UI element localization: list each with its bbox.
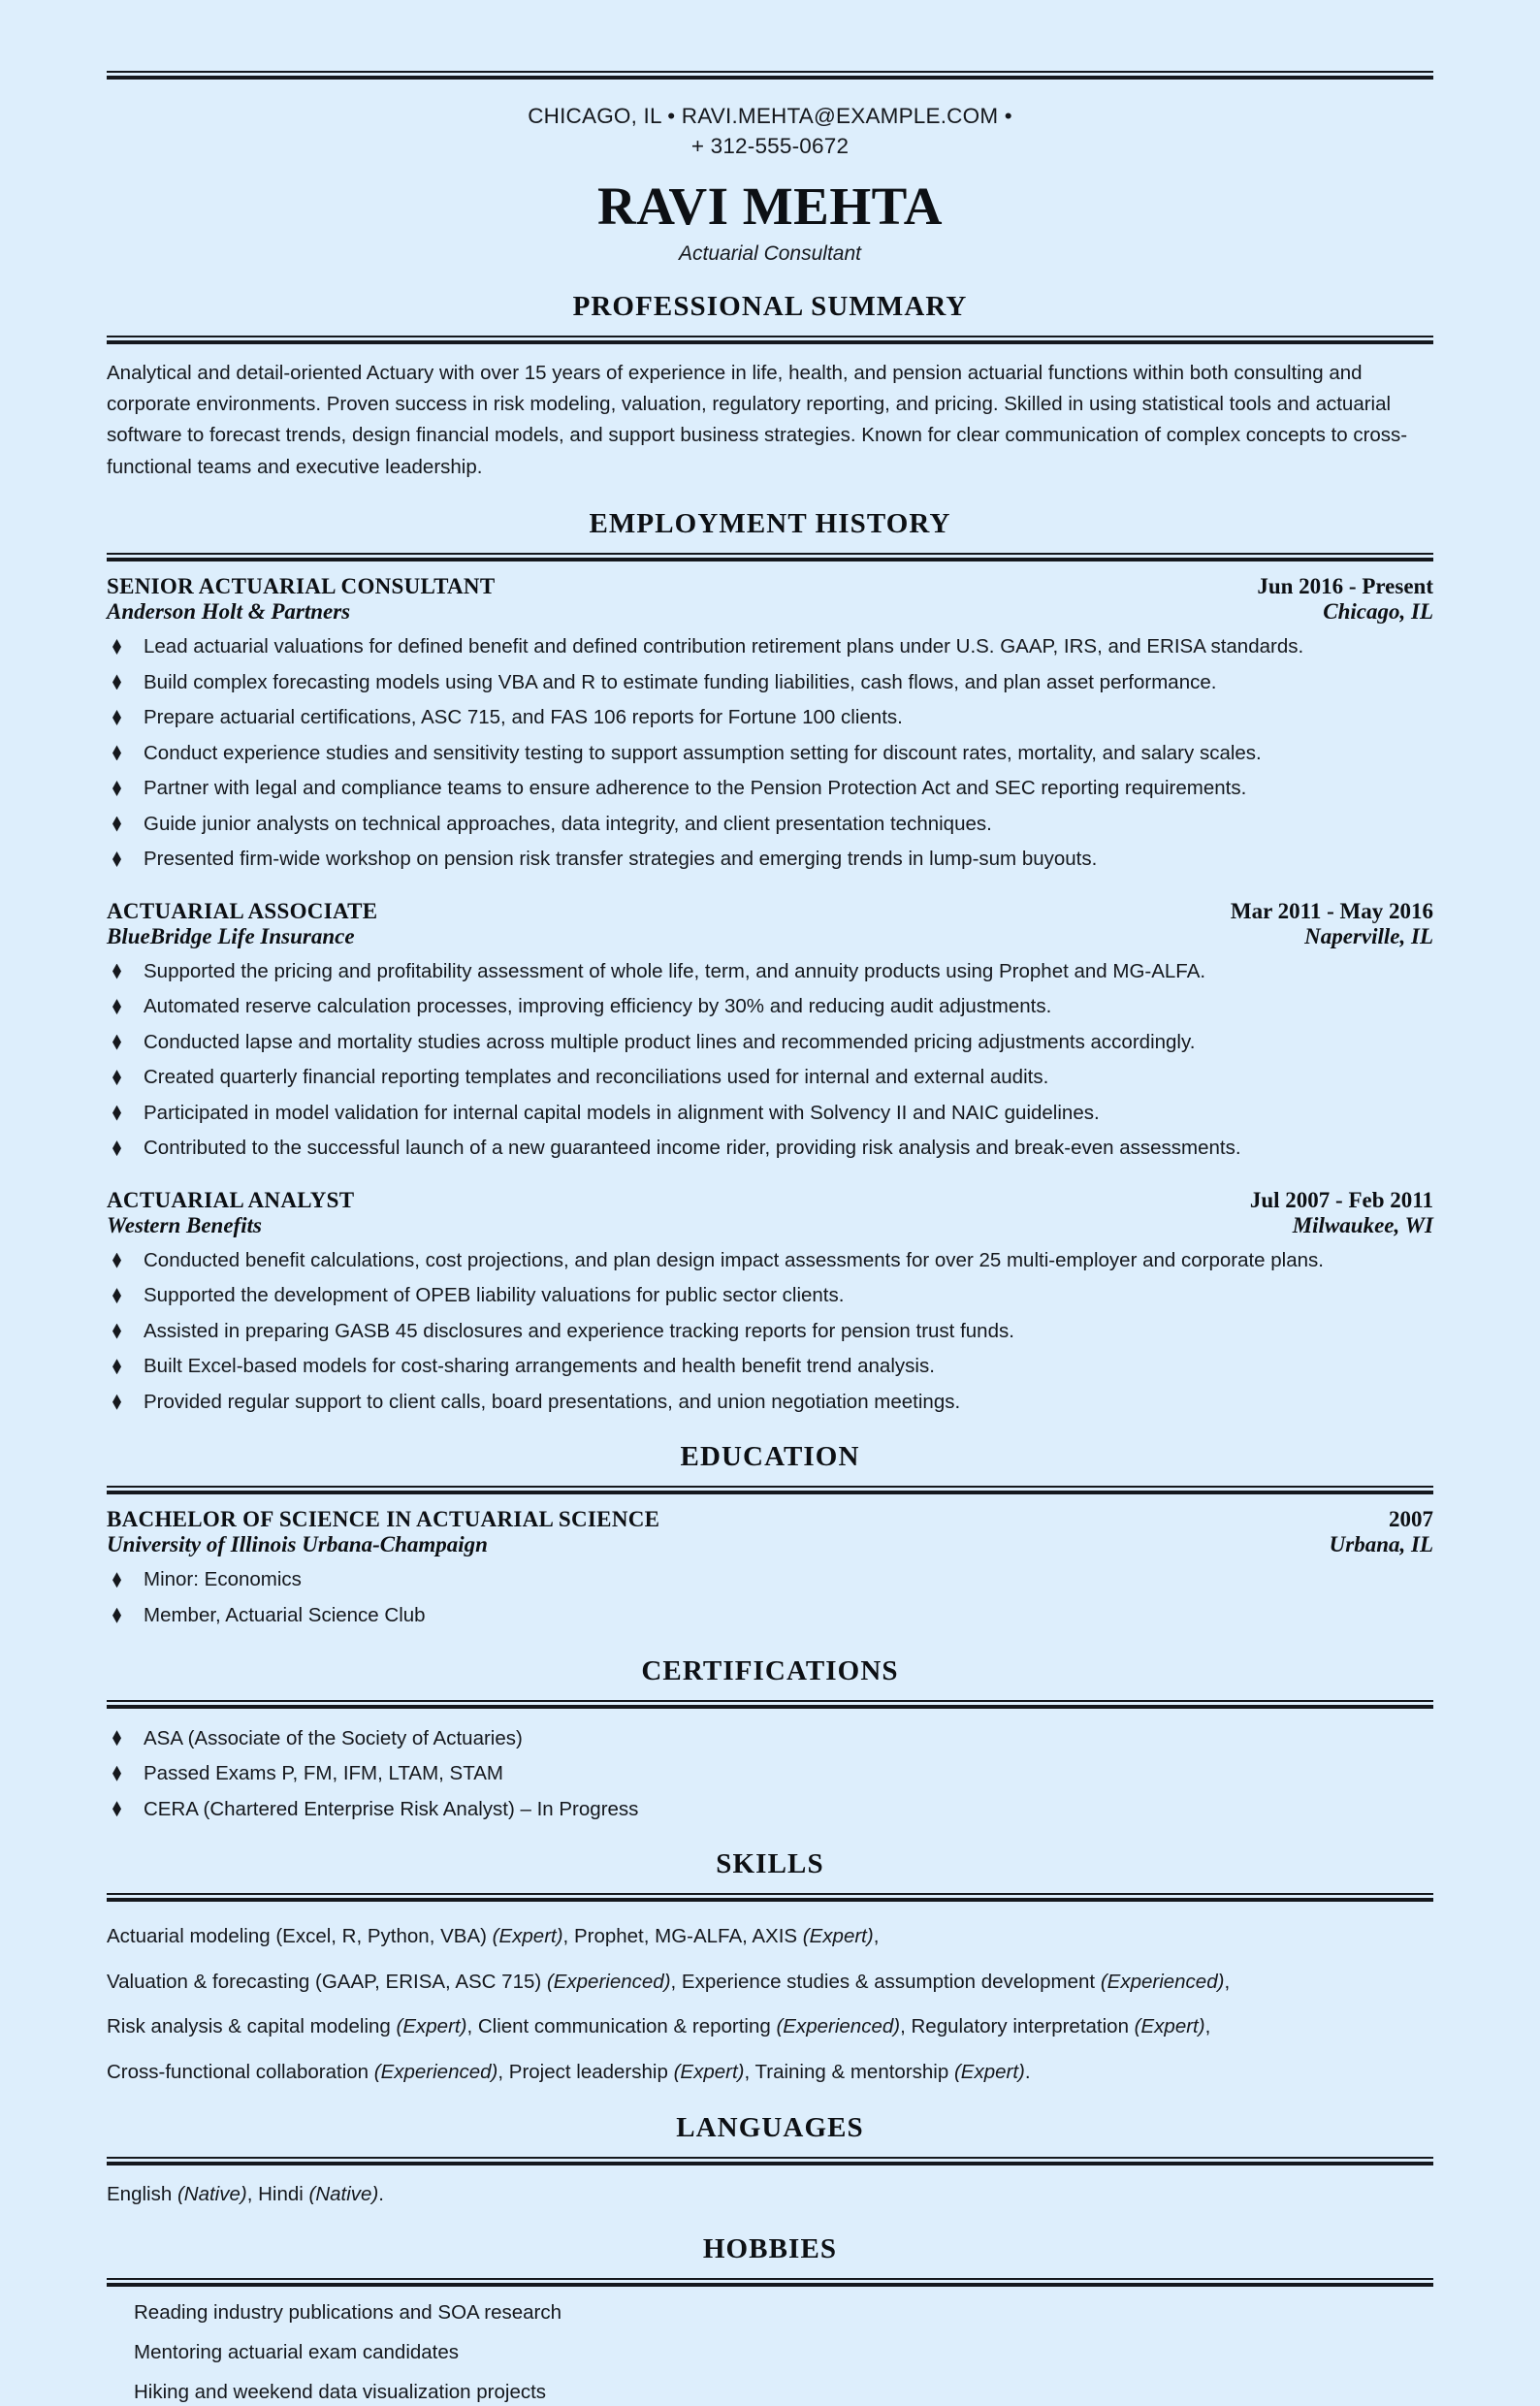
list-item-text: Prepare actuarial certifications, ASC 715, and FAS 106 reports for Fortune 100 clients.: [144, 706, 903, 729]
entry-title-row: [107, 899, 1433, 924]
skills-list: [107, 1902, 1433, 2087]
skill-level: (Expert): [802, 1925, 874, 1948]
entry-org-row: [107, 1532, 1433, 1557]
diamond-bullet-icon: [112, 1572, 121, 1588]
skill-text: , Experience studies & assumption development: [670, 1970, 1101, 1993]
section-title-languages: LANGUAGES: [676, 2111, 864, 2143]
diamond-bullet-icon: [112, 1288, 121, 1303]
skill-text: , Client communication & reporting: [466, 2015, 777, 2038]
diamond-bullet-icon: [112, 851, 121, 867]
company-name: BlueBridge Life Insurance: [107, 923, 355, 948]
section-divider-certifications: [107, 1700, 1433, 1709]
list-item-text: Supported the development of OPEB liability valuations for public sector clients.: [144, 1284, 845, 1307]
employment-entry: [107, 561, 1433, 874]
summary-text: Analytical and detail-oriented Actuary with over 15 years of experience in life, health, and pension actuarial functions within both consulting and corporate environments. Proven success in risk modeling, valuation, regulatory reporting, and pricing. Skilled in using statistical tools and actuarial software to forecast trends, design financial models, and support business strategies. Known for clear communication of complex concepts to cross-functional teams and executive leadership.: [107, 361, 1408, 478]
list-item: [107, 703, 1433, 732]
employment-entry: [107, 874, 1433, 1163]
company-name: Western Benefits: [107, 1212, 262, 1237]
skill-line: [107, 1923, 1433, 1951]
skill-text: , Regulatory interpretation: [900, 2015, 1135, 2038]
section-title-education: EDUCATION: [680, 1441, 860, 1473]
entry-bullets: [107, 1246, 1433, 1417]
job-dates: Mar 2011 - May 2016: [1230, 898, 1433, 923]
skill-text: , Project leadership: [497, 2061, 674, 2084]
section-title-summary: PROFESSIONAL SUMMARY: [572, 290, 968, 322]
skill-level: (Expert): [1134, 2015, 1205, 2038]
skill-level: (Experienced): [776, 2015, 901, 2038]
skill-text: ,: [1204, 2015, 1211, 2038]
top-divider: [107, 0, 1433, 80]
entry-org-row: [107, 599, 1433, 625]
list-item-text: Provided regular support to client calls, board presentations, and union negotiation meetings.: [144, 1390, 961, 1413]
list-item-text: Guide junior analysts on technical approaches, data integrity, and client presentation techniques.: [144, 812, 992, 835]
candidate-title: Actuarial Consultant: [679, 241, 861, 265]
list-item: [107, 957, 1433, 986]
contact-line-1: CHICAGO, IL • RAVI.MEHTA@EXAMPLE.COM •: [528, 104, 1012, 128]
list-item-text: Participated in model validation for internal capital models in alignment with Solvency II and NAIC guidelines.: [144, 1101, 1100, 1124]
diamond-bullet-icon: [112, 999, 121, 1014]
list-item-text: Built Excel-based models for cost-sharing arrangements and health benefit trend analysis.: [144, 1355, 935, 1378]
diamond-bullet-icon: [112, 817, 121, 832]
skill-text: ,: [873, 1925, 880, 1948]
diamond-bullet-icon: [112, 1395, 121, 1410]
certification-text: CERA (Chartered Enterprise Risk Analyst) – In Progress: [144, 1797, 639, 1820]
list-item-text: Presented firm-wide workshop on pension risk transfer strategies and emerging trends in lump-sum buyouts.: [144, 848, 1098, 871]
list-item: [107, 739, 1433, 768]
diamond-bullet-icon: [112, 674, 121, 690]
entry-location: Chicago, IL: [1323, 599, 1433, 625]
list-item: [107, 1388, 1433, 1417]
list-item: [107, 1134, 1433, 1163]
diamond-bullet-icon: [112, 1035, 121, 1050]
skill-text: ,: [1224, 1970, 1231, 1993]
list-item: [107, 668, 1433, 697]
language-text: .: [378, 2182, 384, 2205]
graduation-year: 2007: [1389, 1507, 1433, 1532]
diamond-bullet-icon: [112, 1106, 121, 1121]
skill-line: [107, 2059, 1433, 2087]
diamond-bullet-icon: [112, 1324, 121, 1339]
entry-bullets: [107, 1565, 1433, 1629]
list-item-text: Conducted benefit calculations, cost projections, and plan design impact assessments for over 25 multi-employer and corporate plans.: [144, 1248, 1324, 1271]
list-item: [107, 1099, 1433, 1128]
list-item-text: Assisted in preparing GASB 45 disclosures and experience tracking reports for pension trust funds.: [144, 1319, 1014, 1342]
section-divider-hobbies: [107, 2278, 1433, 2287]
hobby-item: Reading industry publications and SOA research: [134, 2301, 562, 2325]
entry-bullets: [107, 957, 1433, 1163]
list-item: [107, 1317, 1433, 1346]
diamond-bullet-icon: [112, 1608, 121, 1623]
skill-level: (Experienced): [546, 1970, 671, 1993]
section-divider-summary: [107, 336, 1433, 344]
job-dates: Jul 2007 - Feb 2011: [1249, 1187, 1433, 1212]
diamond-bullet-icon: [112, 745, 121, 760]
certification-text: ASA (Associate of the Society of Actuaries): [144, 1726, 523, 1749]
skill-level: (Expert): [492, 1925, 563, 1948]
diamond-bullet-icon: [112, 1766, 121, 1781]
list-item-text: Partner with legal and compliance teams to ensure adherence to the Pension Protection Act and SEC reporting requirements.: [144, 777, 1247, 800]
diamond-bullet-icon: [112, 1730, 121, 1746]
job-dates: Jun 2016 - Present: [1257, 574, 1433, 599]
skill-text: , Training & mentorship: [744, 2061, 954, 2084]
certification-item: [107, 1724, 1433, 1753]
skill-line: [107, 2013, 1433, 2041]
section-divider-skills: [107, 1893, 1433, 1902]
list-item-text: Member, Actuarial Science Club: [144, 1603, 426, 1626]
skill-text: Risk analysis & capital modeling: [107, 2015, 397, 2038]
diamond-bullet-icon: [112, 710, 121, 725]
diamond-bullet-icon: [112, 1801, 121, 1816]
list-item: [107, 845, 1433, 874]
section-divider-languages: [107, 2157, 1433, 2165]
entry-location: Naperville, IL: [1304, 923, 1433, 948]
list-item: [107, 1352, 1433, 1381]
entry-title-row: [107, 574, 1433, 599]
skill-level: (Expert): [953, 2061, 1025, 2084]
language-text: , Hindi: [246, 2182, 309, 2205]
diamond-bullet-icon: [112, 1253, 121, 1268]
school-name: University of Illinois Urbana-Champaign: [107, 1532, 488, 1557]
education-list: [107, 1494, 1433, 1629]
list-item-text: Supported the pricing and profitability assessment of whole life, term, and annuity products using Prophet and MG-ALFA.: [144, 959, 1206, 982]
certification-text: Passed Exams P, FM, IFM, LTAM, STAM: [144, 1762, 503, 1785]
contact-line-2: + 312-555-0672: [690, 134, 850, 159]
entry-title-row: [107, 1188, 1433, 1213]
employment-list: [107, 561, 1433, 1416]
list-item: [107, 1565, 1433, 1594]
employment-entry: [107, 1163, 1433, 1417]
section-title-certifications: CERTIFICATIONS: [641, 1654, 899, 1686]
list-item: [107, 774, 1433, 803]
list-item-text: Conduct experience studies and sensitivity testing to support assumption setting for discount rates, mortality, and salary scales.: [144, 741, 1262, 764]
job-title: ACTUARIAL ANALYST: [107, 1187, 355, 1212]
entry-bullets: [107, 632, 1433, 874]
skill-level: (Expert): [673, 2061, 745, 2084]
skill-text: Actuarial modeling (Excel, R, Python, VBA): [107, 1925, 493, 1948]
entry-location: Urbana, IL: [1329, 1532, 1433, 1557]
diamond-bullet-icon: [112, 964, 121, 979]
entry-org-row: [107, 1213, 1433, 1238]
skill-text: , Prophet, MG-ALFA, AXIS: [562, 1925, 803, 1948]
certifications-list: [107, 1724, 1433, 1824]
list-item-text: Conducted lapse and mortality studies across multiple product lines and recommended pricing adjustments accordingly.: [144, 1030, 1196, 1053]
list-item-text: Contributed to the successful launch of a new guaranteed income rider, providing risk analysis and break-even assessments.: [144, 1137, 1241, 1160]
section-divider-education: [107, 1486, 1433, 1494]
hobby-item: Mentoring actuarial exam candidates: [134, 2341, 460, 2363]
education-entry: [107, 1494, 1433, 1629]
hobby-item: Hiking and weekend data visualization projects: [134, 2380, 547, 2403]
resume-header: [107, 80, 1433, 266]
list-item: [107, 632, 1433, 661]
diamond-bullet-icon: [112, 639, 121, 655]
certification-item: [107, 1759, 1433, 1788]
skill-level: (Experienced): [373, 2061, 498, 2084]
entry-title-row: [107, 1507, 1433, 1532]
diamond-bullet-icon: [112, 781, 121, 796]
diamond-bullet-icon: [112, 1140, 121, 1156]
list-item-text: Lead actuarial valuations for defined benefit and defined contribution retirement plans under U.S. GAAP, IRS, and ERISA standards.: [144, 635, 1304, 658]
entry-location: Milwaukee, WI: [1292, 1212, 1433, 1237]
skill-level: (Experienced): [1100, 1970, 1225, 1993]
language-level: (Native): [176, 2182, 247, 2205]
skill-line: [107, 1969, 1433, 1997]
list-item: [107, 810, 1433, 839]
list-item-text: Minor: Economics: [144, 1568, 302, 1591]
candidate-name: RAVI MEHTA: [597, 176, 943, 237]
skill-level: (Expert): [396, 2015, 467, 2038]
list-item: [107, 1028, 1433, 1057]
list-item-text: Created quarterly financial reporting templates and reconciliations used for internal and external audits.: [144, 1066, 1049, 1089]
skill-text: Cross-functional collaboration: [107, 2061, 374, 2084]
company-name: Anderson Holt & Partners: [107, 599, 351, 625]
language-level: (Native): [308, 2182, 379, 2205]
section-title-skills: SKILLS: [716, 1848, 824, 1880]
diamond-bullet-icon: [112, 1070, 121, 1085]
list-item: [107, 1063, 1433, 1092]
list-item: [107, 992, 1433, 1021]
list-item-text: Build complex forecasting models using VBA and R to estimate funding liabilities, cash flows, and plan asset performance.: [144, 670, 1217, 693]
section-title-hobbies: HOBBIES: [702, 2233, 838, 2265]
section-divider-employment: [107, 553, 1433, 561]
diamond-bullet-icon: [112, 1359, 121, 1374]
list-item-text: Automated reserve calculation processes, improving efficiency by 30% and reducing audit adjustments.: [144, 995, 1052, 1018]
section-title-employment: EMPLOYMENT HISTORY: [589, 508, 951, 540]
skill-text: .: [1024, 2061, 1031, 2084]
hobbies-list: [107, 2298, 1433, 2406]
skill-text: Valuation & forecasting (GAAP, ERISA, ASC 715): [107, 1970, 547, 1993]
list-item: [107, 1281, 1433, 1310]
certification-item: [107, 1795, 1433, 1824]
list-item: [107, 1246, 1433, 1275]
entry-org-row: [107, 924, 1433, 949]
degree-name: BACHELOR OF SCIENCE IN ACTUARIAL SCIENCE: [107, 1507, 660, 1532]
job-title: ACTUARIAL ASSOCIATE: [107, 898, 378, 923]
list-item: [107, 1601, 1433, 1630]
language-text: English: [107, 2182, 177, 2205]
job-title: SENIOR ACTUARIAL CONSULTANT: [107, 574, 496, 599]
languages-line: [107, 2165, 1433, 2209]
